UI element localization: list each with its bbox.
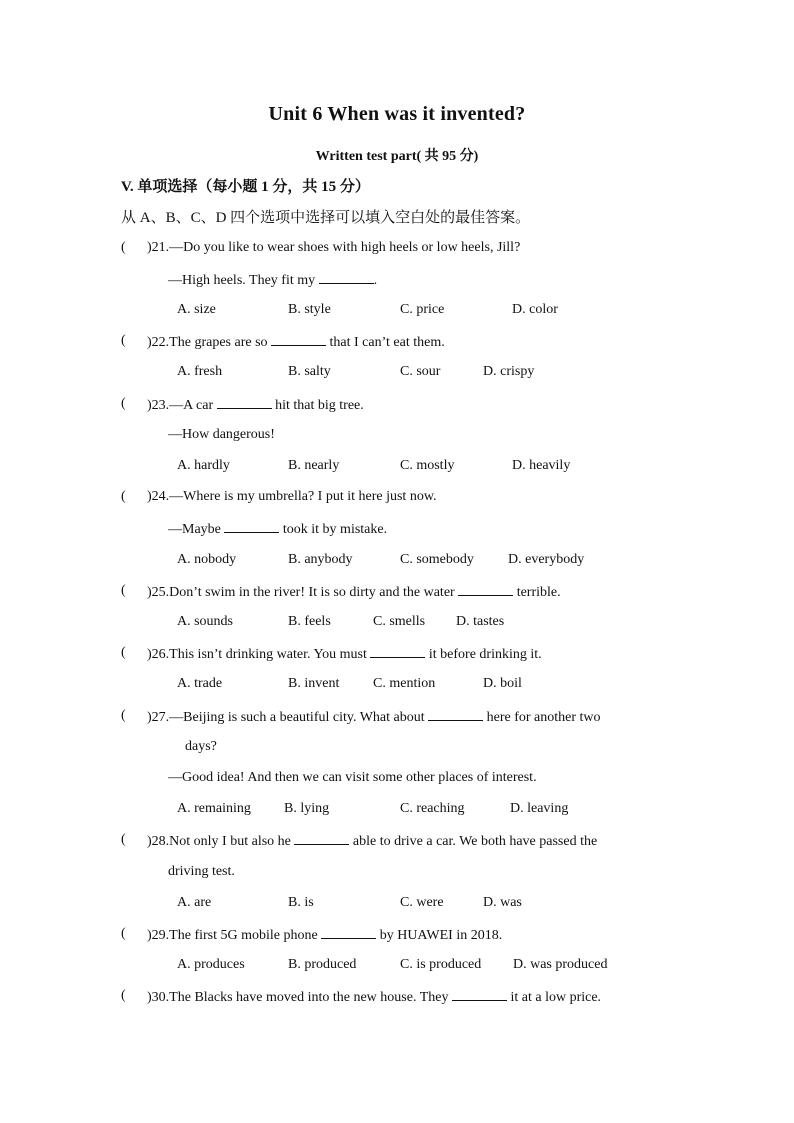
question-number: )23. [147, 398, 170, 413]
question-stem-end: that I can’t eat them. [329, 335, 445, 350]
answer-blank[interactable] [271, 333, 326, 346]
option-a[interactable]: A. sounds [177, 614, 234, 629]
question-stem: Not only I but also he [169, 834, 291, 849]
option-b[interactable]: B. invent [288, 676, 340, 691]
question-number: )24. [147, 489, 170, 504]
question-stem: The Blacks have moved into the new house. They [169, 990, 449, 1005]
option-a[interactable]: A. are [177, 895, 212, 910]
option-d[interactable]: D. crispy [483, 364, 535, 379]
answer-blank[interactable] [319, 271, 374, 284]
question-stem-end: able to drive a car. We both have passed the [352, 834, 598, 849]
option-c[interactable]: C. is produced [400, 957, 482, 972]
question-line: —Good idea! And then we can visit some other places of interest. [168, 770, 537, 785]
option-d[interactable]: D. leaving [510, 801, 569, 816]
section-instruction: 从 A、B、C、D 四个选项中选择可以填入空白处的最佳答案。 [121, 210, 531, 226]
question-stem: —Where is my umbrella? I put it here just now. [169, 489, 437, 504]
question-stem-end: here for another two [486, 710, 601, 725]
option-d[interactable]: D. was [483, 895, 522, 910]
option-c[interactable]: C. sour [400, 364, 441, 379]
option-c[interactable]: C. reaching [400, 801, 465, 816]
option-a[interactable]: A. fresh [177, 364, 223, 379]
answer-blank[interactable] [224, 520, 279, 533]
option-b[interactable]: B. feels [288, 614, 331, 629]
option-a[interactable]: A. remaining [177, 801, 251, 816]
option-a[interactable]: A. produces [177, 957, 245, 972]
question-stem: —A car [169, 398, 214, 413]
question-stem-end: terrible. [516, 585, 561, 600]
option-c[interactable]: C. mention [373, 676, 436, 691]
question-stem-end: it before drinking it. [428, 647, 542, 662]
question-stem-end: by HUAWEI in 2018. [379, 928, 503, 943]
answer-paren: ( [121, 396, 126, 411]
option-a[interactable]: A. hardly [177, 458, 230, 473]
question-line: —High heels. They fit my [168, 273, 316, 288]
option-d[interactable]: D. everybody [508, 552, 585, 567]
question-stem: —Do you like to wear shoes with high heels or low heels, Jill? [169, 240, 521, 255]
question-stem-end: hit that big tree. [275, 398, 364, 413]
question-stem: The first 5G mobile phone [169, 928, 318, 943]
page-subtitle: Written test part( 共 95 分) [315, 149, 479, 164]
option-c[interactable]: C. mostly [400, 458, 455, 473]
option-a[interactable]: A. trade [177, 676, 223, 691]
question-line: took it by mistake. [282, 522, 388, 537]
option-c[interactable]: C. somebody [400, 552, 474, 567]
answer-paren: ( [121, 489, 126, 504]
answer-paren: ( [121, 708, 126, 723]
question-line: driving test. [168, 864, 235, 879]
option-d[interactable]: D. heavily [512, 458, 571, 473]
answer-blank[interactable] [458, 583, 513, 596]
option-b[interactable]: B. anybody [288, 552, 353, 567]
question-number: )26. [147, 647, 170, 662]
option-c[interactable]: C. smells [373, 614, 426, 629]
page-title: Unit 6 When was it invented? [268, 103, 526, 125]
option-d[interactable]: D. color [512, 302, 558, 317]
option-b[interactable]: B. is [288, 895, 314, 910]
answer-paren: ( [121, 333, 126, 348]
question-line: —How dangerous! [168, 427, 275, 442]
question-number: )27. [147, 710, 170, 725]
option-b[interactable]: B. style [288, 302, 331, 317]
option-c[interactable]: C. were [400, 895, 444, 910]
question-number: )25. [147, 585, 170, 600]
answer-paren: ( [121, 926, 126, 941]
question-stem: Don’t swim in the river! It is so dirty and the water [169, 585, 455, 600]
answer-paren: ( [121, 988, 126, 1003]
question-number: )21. [147, 240, 170, 255]
question-stem: This isn’t drinking water. You must [169, 647, 367, 662]
answer-blank[interactable] [370, 645, 425, 658]
option-a[interactable]: A. nobody [177, 552, 237, 567]
question-line: —Maybe [168, 522, 221, 537]
answer-blank[interactable] [321, 926, 376, 939]
question-stem-end: it at a low price. [510, 990, 602, 1005]
answer-blank[interactable] [294, 832, 349, 845]
answer-paren: ( [121, 645, 126, 660]
question-number: )28. [147, 834, 170, 849]
question-line: days? [185, 739, 217, 754]
question-number: )22. [147, 335, 170, 350]
answer-blank[interactable] [217, 396, 272, 409]
answer-paren: ( [121, 832, 126, 847]
question-number: )29. [147, 928, 170, 943]
option-d[interactable]: D. tastes [456, 614, 505, 629]
option-b[interactable]: B. lying [284, 801, 330, 816]
answer-paren: ( [121, 583, 126, 598]
section-heading: V. 单项选择（每小题 1 分，共 15 分） [121, 179, 370, 195]
option-d[interactable]: D. was produced [513, 957, 608, 972]
answer-blank[interactable] [452, 988, 507, 1001]
option-a[interactable]: A. size [177, 302, 216, 317]
question-stem: The grapes are so [169, 335, 268, 350]
option-d[interactable]: D. boil [483, 676, 522, 691]
option-c[interactable]: C. price [400, 302, 445, 317]
question-stem: —Beijing is such a beautiful city. What about [169, 710, 425, 725]
option-b[interactable]: B. produced [288, 957, 357, 972]
question-number: )30. [147, 990, 170, 1005]
option-b[interactable]: B. nearly [288, 458, 340, 473]
question-line: . [373, 273, 378, 288]
option-b[interactable]: B. salty [288, 364, 331, 379]
answer-blank[interactable] [428, 708, 483, 721]
answer-paren: ( [121, 240, 126, 255]
